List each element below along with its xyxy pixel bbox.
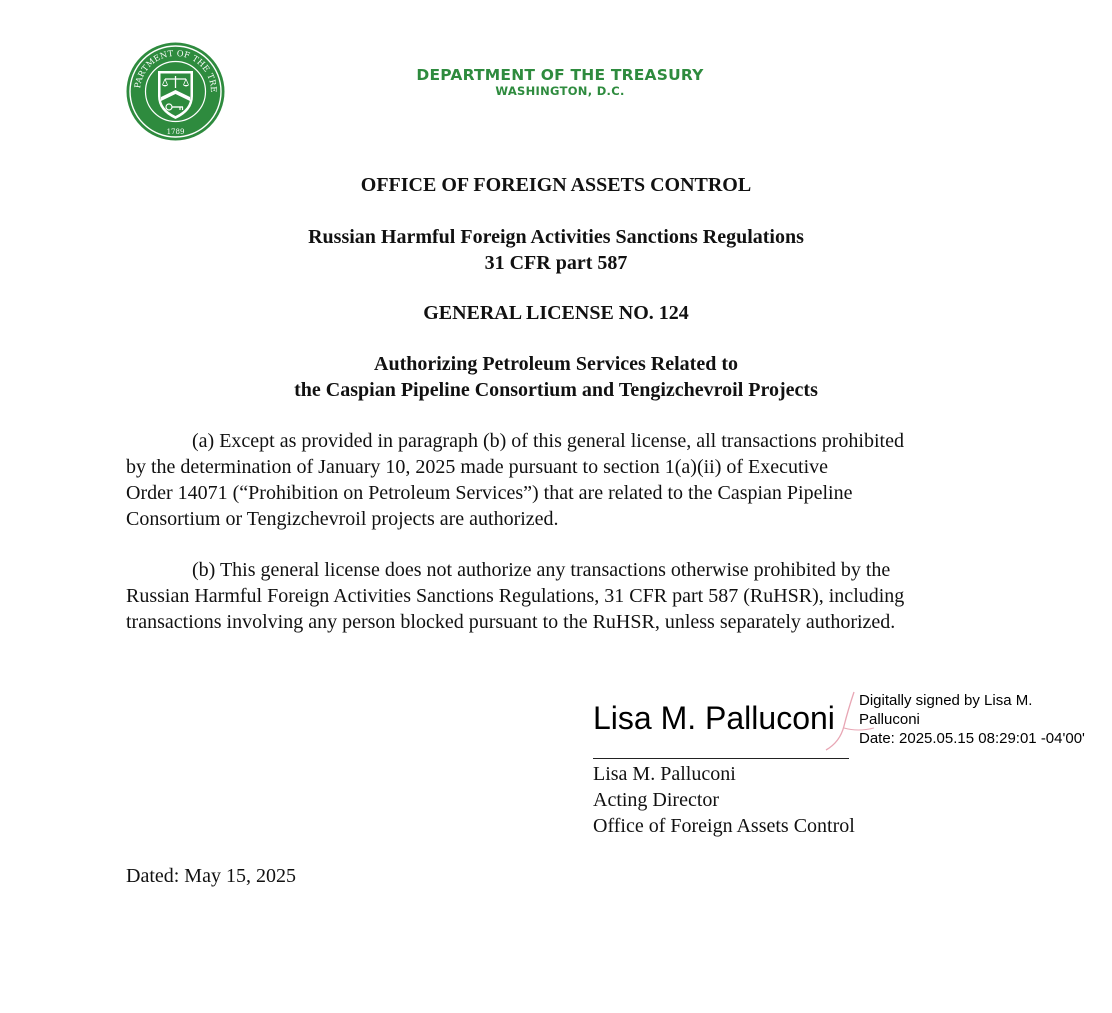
digital-signature-details [859, 691, 1085, 748]
digital-signature-date: Date: 2025.05.15 08:29:01 -04'00' [859, 730, 1085, 747]
dated-line: Dated: May 15, 2025 [126, 865, 296, 887]
paragraph-b-line: transactions involving any person blocked pursuant to the RuHSR, unless separately authorized. [126, 611, 896, 633]
department-city: WASHINGTON, D.C. [495, 84, 625, 98]
svg-text:1789: 1789 [166, 128, 185, 136]
signer-title: Acting Director [593, 789, 720, 811]
signer-office: Office of Foreign Assets Control [593, 815, 855, 837]
regulation-citation: 31 CFR part 587 [484, 252, 628, 274]
paragraph-a-line: Consortium or Tengizchevroil projects are authorized. [126, 508, 559, 530]
digital-signature-line: Digitally signed by Lisa M. [859, 692, 1033, 709]
department-name: DEPARTMENT OF THE TREASURY [416, 66, 704, 84]
digital-signature-line: Palluconi [859, 711, 920, 728]
regulation-title: Russian Harmful Foreign Activities Sanctions Regulations [308, 226, 804, 248]
paragraph-a-line: by the determination of January 10, 2025 made pursuant to section 1(a)(ii) of Executive [126, 456, 829, 478]
paragraph-a-line: Order 14071 (“Prohibition on Petroleum Services”) that are related to the Caspian Pipeline [126, 482, 853, 504]
svg-text:THE DEPARTMENT OF THE TREASURY: PARTMENT OF THE TRE [132, 47, 220, 93]
office-heading: OFFICE OF FOREIGN ASSETS CONTROL [360, 174, 752, 196]
license-subject-line-1: Authorizing Petroleum Services Related to [374, 353, 738, 375]
signer-name: Lisa M. Palluconi [593, 763, 736, 785]
signature-line [593, 758, 849, 759]
license-number: GENERAL LICENSE NO. 124 [423, 302, 689, 324]
paragraph-b-line: Russian Harmful Foreign Activities Sanctions Regulations, 31 CFR part 587 (RuHSR), including [126, 585, 905, 607]
department-header [330, 66, 790, 98]
treasury-seal [125, 41, 226, 142]
digital-signature-name: Lisa M. Palluconi [593, 700, 835, 736]
paragraph-a-line: (a) Except as provided in paragraph (b) of this general license, all transactions prohibited [192, 430, 904, 452]
license-subject-line-2: the Caspian Pipeline Consortium and Tengizchevroil Projects [294, 379, 818, 401]
paragraph-b-line: (b) This general license does not authorize any transactions otherwise prohibited by the [192, 559, 891, 581]
